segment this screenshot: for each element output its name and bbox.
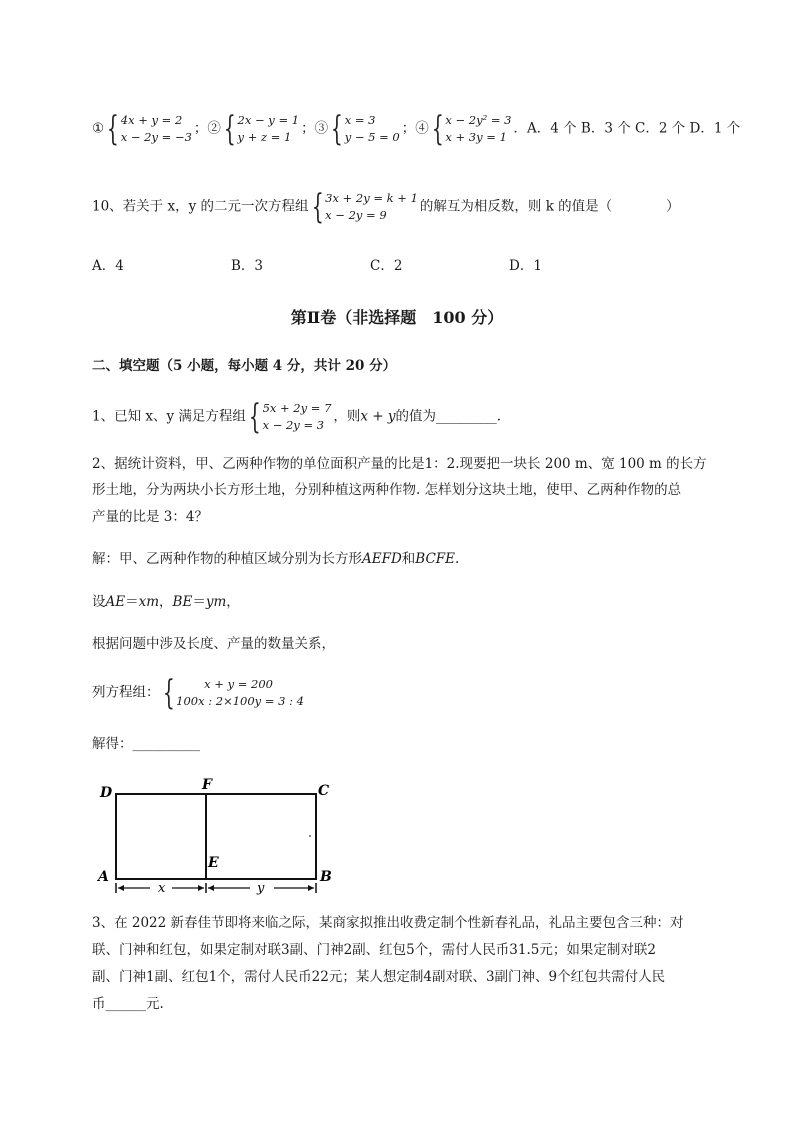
region-bcfe: BCFE [415, 551, 456, 567]
fill-1-suffix-b: 的值为_________. [395, 408, 502, 425]
system-prefix: 列方程组： [92, 684, 160, 701]
setup-separator: ， [159, 594, 173, 610]
system-4-number: ④ [415, 120, 429, 137]
region-aefd: AEFD [362, 551, 402, 567]
setup-value-x: xm [138, 594, 160, 610]
label-c: C [318, 783, 330, 799]
setup-prefix: 设 [92, 594, 106, 610]
answer-line: 解得：__________ [92, 736, 200, 752]
setup-equals: ＝ [192, 594, 206, 610]
fill-2-line-1: 2、据统计资料，甲、乙两种作物的单位面积产量的比是1：2.现要把一块长 200 m、宽 100 m 的长方 [92, 456, 707, 472]
rectangle-figure [92, 775, 342, 895]
system-3: { x = 3 y − 5 = 0 [330, 109, 400, 149]
q10-eq1: 3x + 2y = k + 1 [325, 191, 418, 205]
fill-1-eq2: x − 2y = 3 [262, 418, 325, 432]
arrow-head [198, 885, 204, 891]
q9-options-line [92, 109, 741, 149]
system-4-eq2: x + 3y = 1 [445, 130, 507, 144]
fill-2-sys-eq2: 100x : 2×100y = 3 : 4 [176, 694, 304, 708]
option-b: B．3 [231, 258, 264, 274]
fill-2-sys-eq1: x + y = 200 [204, 677, 273, 691]
system-line [92, 673, 306, 713]
separator: ； [401, 120, 416, 137]
setup-value-y: ym [205, 594, 227, 610]
fill-1-expression: x + y [360, 408, 396, 425]
label-b: B [320, 869, 332, 885]
setup-equals: ＝ [125, 594, 139, 610]
setup-var-be: BE [172, 594, 193, 610]
arrow-head [308, 885, 314, 891]
label-e: E [208, 855, 219, 871]
label-y: y [257, 881, 265, 895]
separator: ； [301, 120, 315, 137]
system-1-eq1: 4x + y = 2 [120, 113, 183, 127]
setup-line [92, 592, 240, 612]
fill-1-prefix: 1、已知 x、y 满足方程组 [92, 408, 246, 425]
arrow-head [118, 885, 124, 891]
solution-end: . [455, 551, 460, 567]
system-3-number: ③ [314, 120, 329, 137]
q9-choices: ．A．4 个 B．3 个 C．2 个 D．1 个 [513, 120, 741, 137]
fill-2-system: { x + y = 200 100x : 2×100y = 3 : 4 [162, 673, 304, 713]
setup-var-ae: AE [105, 594, 126, 610]
section-2-heading: 二、填空题（5 小题，每小题 4 分，共计 20 分） [92, 358, 397, 374]
system-1-number: ① [92, 120, 105, 137]
system-3-eq2: y − 5 = 0 [344, 130, 400, 144]
system-4-eq1: x − 2y² = 3 [445, 113, 512, 127]
relation-line: 根据问题中涉及长度、产量的数量关系， [92, 636, 335, 652]
q10-prefix: 10、若关于 x，y 的二元一次方程组 [92, 198, 309, 215]
fill-1-line [92, 397, 502, 437]
fill-3-line-3: 副、门神1副、红包1个，需付人民币22元；某人想定制4副对联、3副门神、9个红包共需付人民 [92, 969, 666, 985]
arrow-head [208, 885, 214, 891]
q10-system: { 3x + 2y = k + 1 x − 2y = 9 [311, 187, 418, 227]
separator: ； [193, 120, 208, 137]
fill-2-line-2: 形土地，分为两块小长方形土地，分别种植这两种作物. 怎样划分这块土地，使甲、乙两种作物的总 [92, 482, 682, 498]
option-d: D．1 [509, 258, 542, 274]
setup-end: ， [226, 594, 240, 610]
q10-options [92, 256, 648, 276]
system-2-eq1: 2x − y = 1 [237, 113, 300, 127]
system-3-eq1: x = 3 [344, 113, 376, 127]
fill-1-eq1: 5x + 2y = 7 [262, 401, 332, 415]
q10-line [92, 187, 680, 227]
q10-suffix: 的解互为相反数，则 k 的值是（ ） [419, 198, 680, 215]
q10-eq2: x − 2y = 9 [325, 208, 387, 222]
fill-3-line-4: 币______元. [92, 996, 164, 1012]
option-c: C．2 [370, 258, 403, 274]
solution-and: 和 [401, 551, 416, 567]
system-2-number: ② [207, 120, 221, 137]
fill-3-line-1: 3、在 2022 新春佳节即将来临之际，某商家拟推出收费定制个性新春礼品，礼品主要包含三种：对 [92, 915, 684, 931]
fill-3-line-2: 联、门神和红包，如果定制对联3副、门神2副、红包5个，需付人民币31.5元；如果定制对联2 [92, 942, 656, 958]
fill-1-suffix-a: ，则 [333, 408, 361, 425]
system-2: { 2x − y = 1 y + z = 1 [223, 109, 300, 149]
system-4: { x − 2y² = 3 x + 3y = 1 [431, 109, 512, 149]
solution-line [92, 549, 459, 569]
system-2-eq2: y + z = 1 [237, 130, 292, 144]
system-1: { 4x + y = 2 x − 2y = −3 [106, 109, 192, 149]
label-f: F [202, 777, 212, 793]
label-d: D [100, 785, 113, 801]
solution-prefix: 解：甲、乙两种作物的种植区域分别为长方形 [92, 551, 362, 567]
label-x: x [158, 881, 166, 895]
section-title: 第Ⅱ卷（非选择题 100 分） [290, 308, 504, 327]
fill-1-system: { 5x + 2y = 7 x − 2y = 3 [248, 397, 332, 437]
option-a: A．4 [92, 258, 124, 274]
system-1-eq2: x − 2y = −3 [120, 130, 192, 144]
label-a: A [98, 869, 109, 885]
fill-2-line-3: 产量的比是 3：4？ [92, 509, 208, 525]
